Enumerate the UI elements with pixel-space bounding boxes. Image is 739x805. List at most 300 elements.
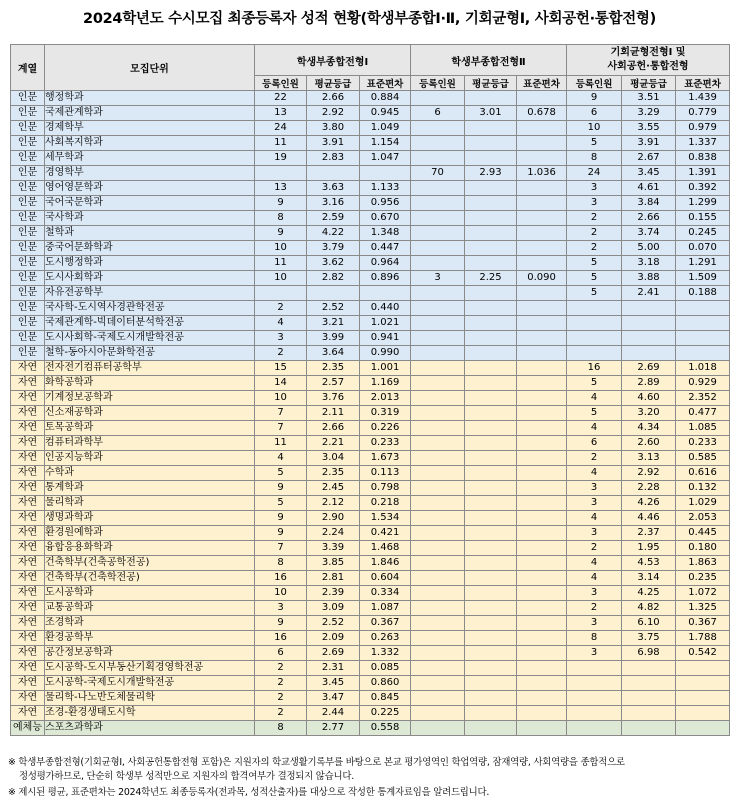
g1-std-cell: 0.558 [360,721,411,736]
g1-avg-cell: 2.09 [307,631,360,646]
g2-count-cell [411,316,465,331]
g2-std-cell [517,211,567,226]
table-row [11,496,730,511]
g3-count-cell: 8 [567,631,622,646]
table-row [11,451,730,466]
g1-count-cell: 2 [255,301,307,316]
category-cell: 인문 [11,241,45,256]
g2-std-cell [517,556,567,571]
g3-std-cell: 1.439 [676,91,730,106]
g3-avg-cell: 2.89 [622,376,676,391]
g3-count-cell [567,661,622,676]
g1-avg-cell: 2.12 [307,496,360,511]
g3-avg-cell [622,706,676,721]
g1-std-cell: 2.013 [360,391,411,406]
table-row [11,316,730,331]
unit-cell: 국사학-도시역사경관학전공 [45,301,255,316]
table-row [11,361,730,376]
g3-count-cell: 6 [567,436,622,451]
g1-avg-cell: 2.52 [307,301,360,316]
g3-avg-cell [622,676,676,691]
g3-avg-cell: 3.13 [622,451,676,466]
unit-cell: 환경공학부 [45,631,255,646]
g3-std-cell: 1.299 [676,196,730,211]
g2-std-cell [517,151,567,166]
g1-std-cell: 0.945 [360,106,411,121]
g3-count-cell: 3 [567,181,622,196]
g1-count-cell: 19 [255,151,307,166]
g3-std-cell: 0.838 [676,151,730,166]
g2-count-cell [411,196,465,211]
g1-std-cell: 1.087 [360,601,411,616]
g3-avg-cell: 3.29 [622,106,676,121]
category-cell: 인문 [11,271,45,286]
g2-avg-cell [465,256,517,271]
g3-count-cell: 3 [567,196,622,211]
header-unit: 모집단위 [45,45,255,91]
g1-count-cell: 9 [255,526,307,541]
g1-count-cell [255,166,307,181]
unit-cell: 환경원예학과 [45,526,255,541]
g2-avg-cell: 3.01 [465,106,517,121]
g2-std-cell [517,241,567,256]
g3-count-cell: 4 [567,556,622,571]
g1-std-cell: 0.085 [360,661,411,676]
g1-std-cell: 0.447 [360,241,411,256]
g1-count-cell: 2 [255,691,307,706]
g1-avg-cell: 2.57 [307,376,360,391]
table-row [11,691,730,706]
g2-count-cell [411,361,465,376]
table-row [11,556,730,571]
g3-count-cell: 8 [567,151,622,166]
g1-avg-cell: 2.35 [307,466,360,481]
g2-avg-cell [465,496,517,511]
category-cell: 자연 [11,691,45,706]
unit-cell: 건축학부(건축학전공) [45,571,255,586]
g2-count-cell: 6 [411,106,465,121]
g1-std-cell: 0.845 [360,691,411,706]
unit-cell: 조경-환경생태도시학 [45,706,255,721]
category-cell: 자연 [11,571,45,586]
unit-cell: 사회복지학과 [45,136,255,151]
g2-std-cell [517,376,567,391]
g3-count-cell: 4 [567,421,622,436]
g3-count-cell: 2 [567,211,622,226]
footnotes [8,756,732,802]
g3-count-cell [567,331,622,346]
g1-std-cell: 0.113 [360,466,411,481]
g1-avg-cell: 3.80 [307,121,360,136]
g2-std-cell [517,286,567,301]
unit-cell: 철학과 [45,226,255,241]
g1-avg-cell: 3.91 [307,136,360,151]
category-cell: 인문 [11,91,45,106]
g1-avg-cell: 2.31 [307,661,360,676]
header-g1-std: 표준편차 [360,76,411,91]
g1-count-cell: 9 [255,196,307,211]
g2-std-cell [517,661,567,676]
g2-std-cell [517,226,567,241]
g3-count-cell [567,301,622,316]
category-cell: 예체능 [11,721,45,736]
g1-std-cell: 0.334 [360,586,411,601]
g3-std-cell [676,661,730,676]
g2-count-cell [411,331,465,346]
g2-std-cell [517,466,567,481]
g3-avg-cell: 4.26 [622,496,676,511]
g3-count-cell: 4 [567,466,622,481]
g3-std-cell: 0.929 [676,376,730,391]
g1-std-cell: 0.964 [360,256,411,271]
g2-count-cell [411,211,465,226]
g2-count-cell [411,661,465,676]
g3-avg-cell [622,691,676,706]
g3-avg-cell: 2.69 [622,361,676,376]
g3-std-cell: 0.245 [676,226,730,241]
g1-std-cell: 0.440 [360,301,411,316]
g3-std-cell: 1.325 [676,601,730,616]
unit-cell: 도시공학과 [45,586,255,601]
g2-std-cell: 1.036 [517,166,567,181]
unit-cell: 철학-동아시아문화학전공 [45,346,255,361]
g1-std-cell: 0.367 [360,616,411,631]
g1-count-cell: 16 [255,571,307,586]
g3-std-cell: 0.367 [676,616,730,631]
g2-std-cell [517,391,567,406]
g1-count-cell: 5 [255,466,307,481]
g3-count-cell: 4 [567,511,622,526]
unit-cell: 수학과 [45,466,255,481]
g2-avg-cell [465,481,517,496]
category-cell: 자연 [11,676,45,691]
g2-std-cell [517,691,567,706]
g3-std-cell: 2.352 [676,391,730,406]
header-category: 계열 [11,45,45,91]
g3-std-cell: 0.235 [676,571,730,586]
table-row [11,661,730,676]
unit-cell: 인공지능학과 [45,451,255,466]
g3-count-cell [567,676,622,691]
header-g3-avg: 평균등급 [622,76,676,91]
category-cell: 자연 [11,586,45,601]
table-row [11,91,730,106]
g1-avg-cell: 2.44 [307,706,360,721]
g2-avg-cell [465,721,517,736]
g3-avg-cell [622,301,676,316]
g3-std-cell [676,706,730,721]
g2-count-cell [411,541,465,556]
unit-cell: 국사학과 [45,211,255,226]
g1-std-cell: 1.332 [360,646,411,661]
g3-avg-cell: 3.20 [622,406,676,421]
category-cell: 자연 [11,706,45,721]
table-row [11,301,730,316]
g1-avg-cell: 2.90 [307,511,360,526]
g2-std-cell [517,721,567,736]
unit-cell: 중국어문화학과 [45,241,255,256]
g2-std-cell [517,181,567,196]
header-group3 [567,45,730,76]
category-cell: 인문 [11,136,45,151]
g3-std-cell: 0.445 [676,526,730,541]
table-row [11,196,730,211]
g3-std-cell: 0.132 [676,481,730,496]
g3-count-cell: 5 [567,136,622,151]
category-cell: 자연 [11,541,45,556]
unit-cell: 전자전기컴퓨터공학부 [45,361,255,376]
g3-avg-cell: 4.46 [622,511,676,526]
g3-count-cell: 2 [567,541,622,556]
g1-std-cell: 1.468 [360,541,411,556]
g1-avg-cell: 2.66 [307,421,360,436]
g2-count-cell: 3 [411,271,465,286]
g3-std-cell: 0.233 [676,436,730,451]
unit-cell: 토목공학과 [45,421,255,436]
g2-std-cell [517,526,567,541]
header-g1-avg: 평균등급 [307,76,360,91]
unit-cell: 화학공학과 [45,376,255,391]
g3-count-cell: 2 [567,601,622,616]
g3-count-cell: 3 [567,481,622,496]
page-title: 2024학년도 수시모집 최종등록자 성적 현황(학생부종합Ⅰ·Ⅱ, 기회균형Ⅰ, 사회공헌·통합전형) [83,11,656,27]
g2-std-cell [517,256,567,271]
g2-count-cell [411,691,465,706]
category-cell: 인문 [11,286,45,301]
g1-avg-cell [307,166,360,181]
g2-count-cell [411,421,465,436]
g3-std-cell: 1.072 [676,586,730,601]
g2-avg-cell [465,301,517,316]
g2-avg-cell [465,646,517,661]
g3-std-cell: 0.392 [676,181,730,196]
g3-std-cell: 1.391 [676,166,730,181]
g3-avg-cell: 2.92 [622,466,676,481]
g2-count-cell [411,436,465,451]
table-row [11,271,730,286]
g2-count-cell [411,91,465,106]
category-cell: 자연 [11,616,45,631]
table-row [11,646,730,661]
unit-cell: 경제학부 [45,121,255,136]
g2-avg-cell [465,661,517,676]
g1-std-cell: 1.846 [360,556,411,571]
g2-std-cell [517,421,567,436]
g1-count-cell: 13 [255,181,307,196]
category-cell: 인문 [11,211,45,226]
g3-count-cell [567,346,622,361]
g2-std-cell [517,481,567,496]
g3-avg-cell: 6.10 [622,616,676,631]
table-row [11,466,730,481]
category-cell: 인문 [11,226,45,241]
unit-cell: 도시사회학과 [45,271,255,286]
unit-cell: 행정학과 [45,91,255,106]
g1-avg-cell: 2.77 [307,721,360,736]
g2-count-cell [411,496,465,511]
g1-count-cell: 7 [255,541,307,556]
footnote-1-line1: ※ 학생부종합전형(기회균형Ⅰ, 사회공헌통합전형 포함)은 지원자의 학교생활기록부를 바탕으로 본교 평가영역인 학업역량, 잠재역량, 사회역량을 종합적으로 [8,757,625,768]
g1-std-cell: 1.673 [360,451,411,466]
table-row [11,331,730,346]
g1-count-cell: 2 [255,676,307,691]
g2-count-cell [411,346,465,361]
g1-avg-cell: 3.47 [307,691,360,706]
unit-cell: 신소재공학과 [45,406,255,421]
table-row [11,166,730,181]
g1-avg-cell: 2.35 [307,361,360,376]
g1-avg-cell: 3.79 [307,241,360,256]
g3-avg-cell [622,316,676,331]
g3-std-cell: 0.585 [676,451,730,466]
g1-std-cell: 1.047 [360,151,411,166]
g2-count-cell [411,451,465,466]
g3-std-cell [676,331,730,346]
unit-cell: 통계학과 [45,481,255,496]
g2-count-cell [411,481,465,496]
g2-count-cell [411,571,465,586]
g1-avg-cell [307,286,360,301]
g1-std-cell: 0.225 [360,706,411,721]
g3-avg-cell: 4.53 [622,556,676,571]
table-row [11,391,730,406]
header-group3-line1: 기회균형전형Ⅰ 및 [610,47,686,58]
g1-avg-cell: 3.16 [307,196,360,211]
g1-std-cell: 1.133 [360,181,411,196]
g2-std-cell [517,571,567,586]
g3-std-cell: 1.291 [676,256,730,271]
g3-avg-cell: 1.95 [622,541,676,556]
g1-std-cell: 0.860 [360,676,411,691]
table-row [11,226,730,241]
g1-count-cell: 2 [255,661,307,676]
g1-std-cell: 0.218 [360,496,411,511]
g1-count-cell: 7 [255,421,307,436]
g3-std-cell: 0.477 [676,406,730,421]
table-row [11,211,730,226]
g1-avg-cell: 2.59 [307,211,360,226]
unit-cell: 물리학과 [45,496,255,511]
g2-avg-cell [465,316,517,331]
category-cell: 자연 [11,556,45,571]
g3-count-cell: 4 [567,391,622,406]
g1-std-cell: 0.798 [360,481,411,496]
g1-count-cell: 10 [255,271,307,286]
g2-avg-cell [465,211,517,226]
g2-count-cell [411,181,465,196]
g3-avg-cell: 3.84 [622,196,676,211]
table-row [11,586,730,601]
g3-std-cell: 1.029 [676,496,730,511]
g3-std-cell: 0.779 [676,106,730,121]
g1-avg-cell: 3.85 [307,556,360,571]
g2-std-cell [517,406,567,421]
g2-count-cell [411,646,465,661]
g2-avg-cell [465,421,517,436]
g1-std-cell: 0.670 [360,211,411,226]
g3-count-cell: 24 [567,166,622,181]
unit-cell: 생명과학과 [45,511,255,526]
g2-count-cell [411,286,465,301]
category-cell: 인문 [11,196,45,211]
g1-count-cell: 11 [255,256,307,271]
category-cell: 인문 [11,151,45,166]
g1-std-cell: 0.956 [360,196,411,211]
g3-count-cell: 10 [567,121,622,136]
g1-std-cell [360,166,411,181]
g3-count-cell: 6 [567,106,622,121]
g3-std-cell: 0.542 [676,646,730,661]
g1-avg-cell: 3.62 [307,256,360,271]
g3-std-cell: 0.616 [676,466,730,481]
g3-avg-cell: 2.41 [622,286,676,301]
g1-avg-cell: 3.39 [307,541,360,556]
g1-avg-cell: 2.52 [307,616,360,631]
table-row [11,121,730,136]
g3-avg-cell [622,346,676,361]
g2-std-cell [517,196,567,211]
g1-avg-cell: 4.22 [307,226,360,241]
table-row [11,481,730,496]
g1-std-cell: 1.534 [360,511,411,526]
results-table-body [11,91,730,736]
g2-count-cell [411,136,465,151]
category-cell: 자연 [11,511,45,526]
g2-count-cell [411,256,465,271]
unit-cell: 자유전공학부 [45,286,255,301]
g2-std-cell [517,346,567,361]
g2-avg-cell [465,601,517,616]
g2-count-cell [411,391,465,406]
g1-count-cell: 9 [255,481,307,496]
category-cell: 자연 [11,361,45,376]
unit-cell: 도시공학-도시부동산기획경영학전공 [45,661,255,676]
g3-std-cell: 1.788 [676,631,730,646]
g2-count-cell [411,601,465,616]
g2-avg-cell [465,241,517,256]
table-row [11,136,730,151]
g3-std-cell [676,691,730,706]
g1-std-cell: 0.319 [360,406,411,421]
table-row [11,721,730,736]
g1-std-cell: 1.049 [360,121,411,136]
g1-std-cell: 0.226 [360,421,411,436]
unit-cell: 스포츠과학과 [45,721,255,736]
header-g2-std: 표준편차 [517,76,567,91]
g1-std-cell: 1.001 [360,361,411,376]
g3-std-cell [676,721,730,736]
table-row [11,436,730,451]
category-cell: 자연 [11,526,45,541]
g2-avg-cell [465,706,517,721]
g3-avg-cell: 5.00 [622,241,676,256]
g1-std-cell: 0.896 [360,271,411,286]
g2-std-cell [517,436,567,451]
g3-count-cell: 5 [567,286,622,301]
g2-std-cell [517,496,567,511]
unit-cell: 도시행정학과 [45,256,255,271]
g3-std-cell [676,316,730,331]
g2-count-cell [411,121,465,136]
table-row [11,256,730,271]
g1-count-cell: 22 [255,91,307,106]
g1-avg-cell: 3.21 [307,316,360,331]
g1-avg-cell: 3.09 [307,601,360,616]
g2-count-cell [411,406,465,421]
g3-avg-cell: 3.14 [622,571,676,586]
g1-std-cell: 0.604 [360,571,411,586]
g1-std-cell: 0.263 [360,631,411,646]
